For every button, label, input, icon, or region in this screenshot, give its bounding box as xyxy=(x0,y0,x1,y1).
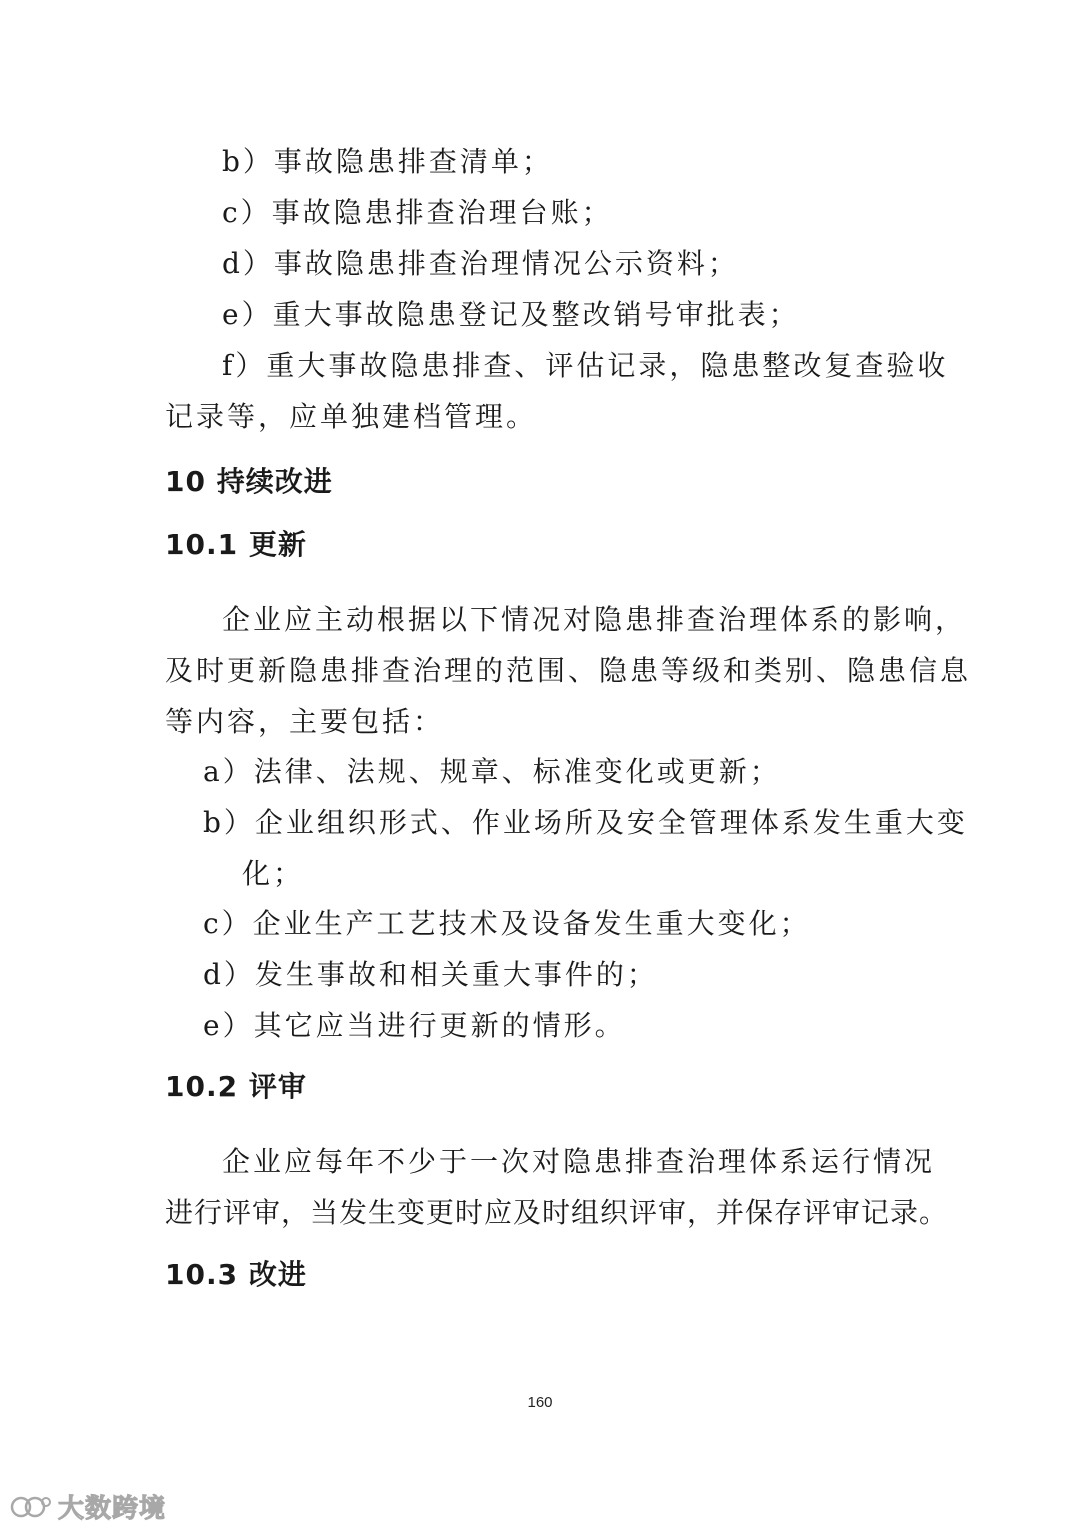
paragraph-line-3: 等内容，主要包括： xyxy=(165,705,445,738)
list-item-b2: b）企业组织形式、作业场所及安全管理体系发生重大变 xyxy=(203,806,968,839)
review-paragraph-line-2: 进行评审，当发生变更时应及时组织评审，并保存评审记录。 xyxy=(165,1196,949,1229)
list-item-c2: c）企业生产工艺技术及设备发生重大变化； xyxy=(203,907,811,940)
section-heading-10-1: 10.1 更新 xyxy=(165,528,307,561)
watermark xyxy=(10,1488,166,1525)
watermark-logo-icon xyxy=(10,1492,52,1522)
list-item-c: c）事故隐患排查治理台账； xyxy=(222,196,613,229)
section-heading-10: 10 持续改进 xyxy=(165,465,333,498)
review-paragraph-line-1: 企业应每年不少于一次对隐患排查治理体系运行情况 xyxy=(222,1145,936,1178)
list-item-d: d）事故隐患排查治理情况公示资料； xyxy=(222,247,739,280)
list-item-b2-continuation: 化； xyxy=(242,857,305,890)
list-item-e: e）重大事故隐患登记及整改销号审批表； xyxy=(222,298,800,331)
list-item-f-continuation: 记录等，应单独建档管理。 xyxy=(165,400,538,433)
list-item-b: b）事故隐患排查清单； xyxy=(222,145,553,178)
list-item-e2: e）其它应当进行更新的情形。 xyxy=(203,1009,626,1042)
list-item-a: a）法律、法规、规章、标准变化或更新； xyxy=(203,755,781,788)
paragraph-line-2: 及时更新隐患排查治理的范围、隐患等级和类别、隐患信息 xyxy=(165,654,972,687)
watermark-text: 大数跨境 xyxy=(58,1494,167,1524)
paragraph-line-1: 企业应主动根据以下情况对隐患排查治理体系的影响， xyxy=(222,603,967,636)
list-item-f: f）重大事故隐患排查、评估记录，隐患整改复查验收 xyxy=(222,349,949,382)
section-heading-10-2: 10.2 评审 xyxy=(165,1070,307,1103)
list-item-d2: d）发生事故和相关重大事件的； xyxy=(203,958,658,991)
section-heading-10-3: 10.3 改进 xyxy=(165,1258,307,1291)
page-number: 160 xyxy=(527,1394,553,1411)
